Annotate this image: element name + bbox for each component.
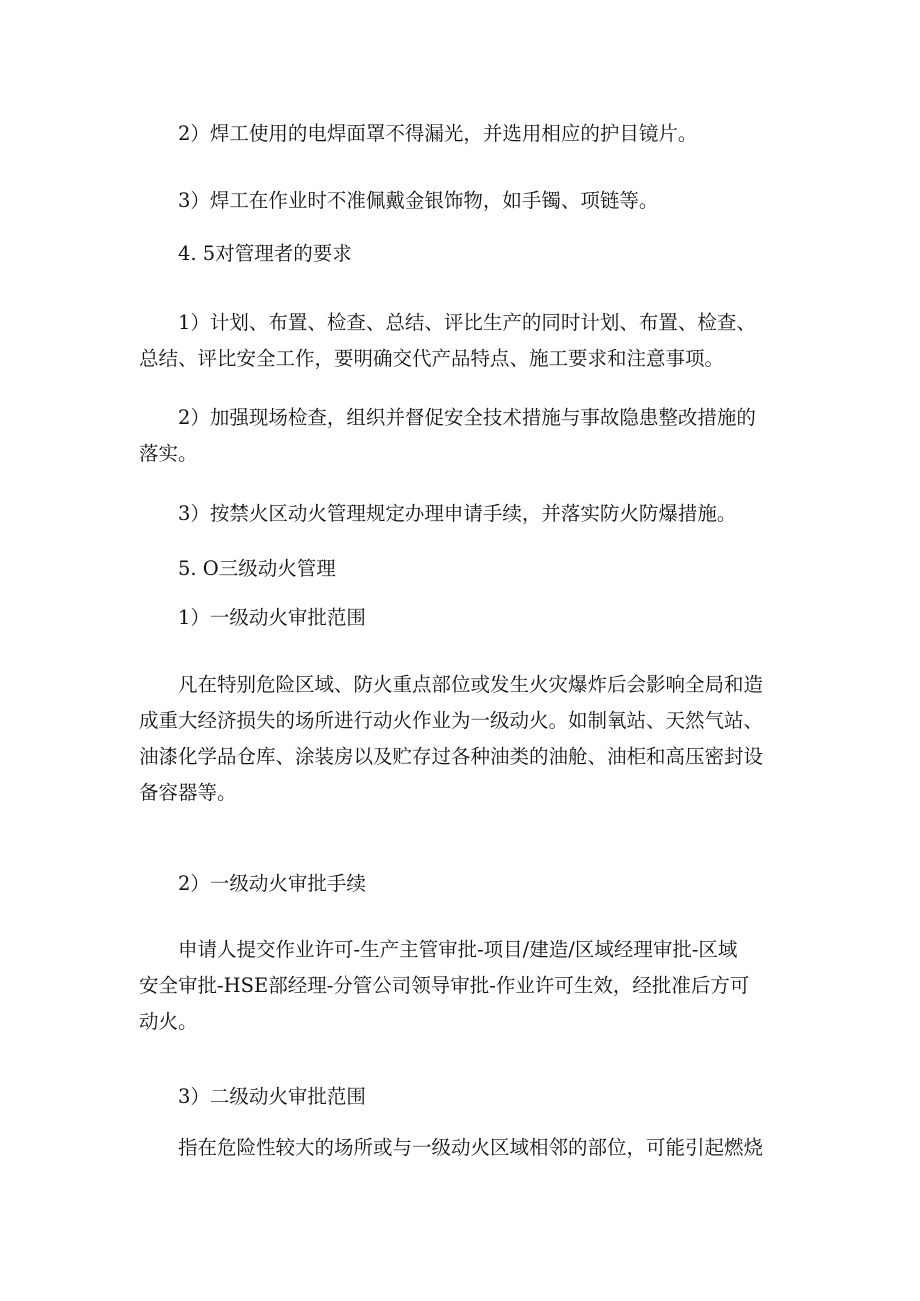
text-line: 指在危险性较大的场所或与一级动火区域相邻的部位，可能引起燃烧 — [178, 1136, 764, 1159]
text-line: 2）加强现场检查，组织并督促安全技术措施与事故隐患整改措施的 — [178, 406, 756, 429]
text-line: 备容器等。 — [139, 781, 237, 804]
paragraph-no-jewelry — [139, 183, 789, 219]
text-line: 5. O三级动火管理 — [178, 557, 336, 580]
paragraph-planning — [139, 305, 789, 377]
text-line: 2）一级动火审批手续 — [178, 872, 366, 895]
text-line: 4. 5对管理者的要求 — [178, 242, 352, 265]
text-line: 1）计划、布置、检查、总结、评比生产的同时计划、布置、检查、 — [178, 311, 756, 334]
text-line: 动火。 — [139, 1010, 198, 1033]
text-line: 凡在特别危险区域、防火重点部位或发生火灾爆炸后会影响全局和造 — [178, 673, 764, 696]
paragraph-level-one-scope — [139, 667, 789, 811]
text-line: 3）焊工在作业时不准佩戴金银饰物，如手镯、项链等。 — [178, 189, 659, 212]
subheading-level-two-scope — [139, 1079, 789, 1115]
section-heading-manager-requirements — [139, 236, 789, 272]
paragraph-fire-zone-permit — [139, 496, 789, 532]
text-line: 总结、评比安全工作，要明确交代产品特点、施工要求和注意事项。 — [139, 347, 725, 370]
section-heading-three-level-hot-work — [139, 551, 789, 587]
text-line: 落实。 — [139, 442, 198, 465]
paragraph-level-two-scope — [139, 1130, 789, 1166]
text-line: 成重大经济损失的场所进行动火作业为一级动火。如制氧站、天然气站、 — [139, 709, 764, 732]
text-line: 3）二级动火审批范围 — [178, 1085, 366, 1108]
paragraph-site-inspection — [139, 400, 789, 472]
text-line: 1）一级动火审批范围 — [178, 606, 366, 629]
paragraph-level-one-procedure — [139, 932, 789, 1040]
text-line: 油漆化学品仓库、涂装房以及贮存过各种油类的油舱、油柜和高压密封设 — [139, 745, 764, 768]
subheading-level-one-scope — [139, 600, 789, 636]
text-line: 3）按禁火区动火管理规定办理申请手续，并落实防火防爆措施。 — [178, 502, 737, 525]
text-line: 2）焊工使用的电焊面罩不得漏光，并选用相应的护目镜片。 — [178, 122, 698, 145]
paragraph-welding-mask — [139, 116, 789, 152]
text-line: 安全审批-HSE部经理-分管公司领导审批-作业许可生效，经批准后方可 — [139, 974, 750, 997]
subheading-level-one-procedure — [139, 866, 789, 902]
text-line: 申请人提交作业许可-生产主管审批-项目/建造/区域经理审批-区域 — [178, 938, 738, 961]
